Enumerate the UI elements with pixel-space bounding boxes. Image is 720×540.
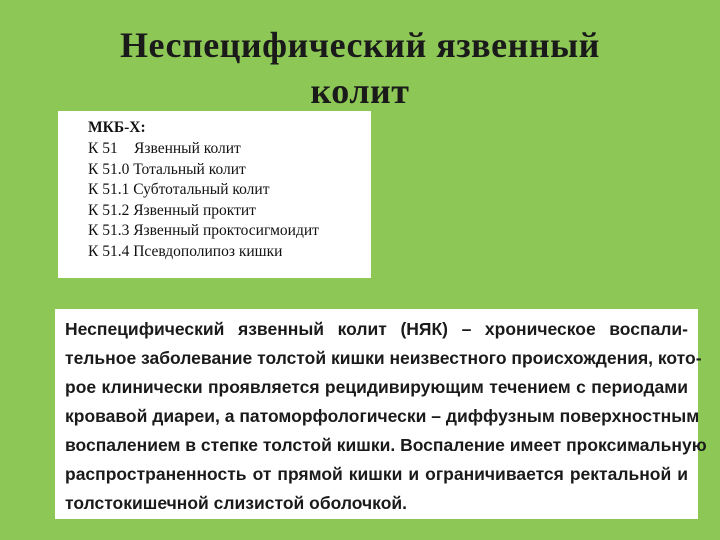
icd-classification-panel xyxy=(58,111,371,278)
icd-diagnosis-name: Язвенный проктосигмоидит xyxy=(133,222,319,239)
icd-diagnosis-name: Тотальный колит xyxy=(133,160,246,178)
icd-code-item xyxy=(88,160,371,181)
icd-heading: МКБ-Х: xyxy=(88,119,146,136)
definition-paragraph xyxy=(65,315,707,518)
icd-code-item xyxy=(88,180,371,201)
icd-code: К 51 xyxy=(88,140,118,157)
definition-line: распространенность от прямой кишки и ограничивается ректальной и xyxy=(65,464,688,484)
definition-line: рое клинически проявляется рецидивирующим течением с периодами xyxy=(65,377,688,397)
icd-code-item xyxy=(88,242,371,263)
icd-diagnosis-name: Псевдополипоз кишки xyxy=(133,242,283,260)
icd-diagnosis-name: Язвенный колит xyxy=(134,140,241,157)
icd-diagnosis-name: Язвенный проктит xyxy=(133,201,256,219)
icd-code: К 51.3 xyxy=(88,222,130,239)
icd-code: К 51.1 xyxy=(88,181,130,198)
icd-code: К 51.0 xyxy=(88,160,130,178)
definition-line: Неспецифический язвенный колит (НЯК) – хроническое воспали- xyxy=(65,319,688,339)
icd-diagnosis-name: Субтотальный колит xyxy=(133,181,270,198)
definition-line: кровавой диареи, а патоморфологически – диффузным поверхностным xyxy=(65,406,700,426)
slide-title-line-1: Неспецифический язвенный xyxy=(120,25,600,65)
icd-code-list xyxy=(88,139,371,262)
slide-title-line-2: колит xyxy=(310,71,410,111)
definition-line: воспалением в степке толстой кишки. Воспаление имеет проксимальную xyxy=(65,435,707,455)
icd-code-item xyxy=(88,201,371,222)
icd-code: К 51.4 xyxy=(88,242,130,260)
definition-line: толстокишечной слизистой оболочкой. xyxy=(65,493,408,513)
icd-code-item xyxy=(88,139,371,160)
slide-title xyxy=(0,22,720,114)
definition-panel xyxy=(55,309,707,519)
icd-code: К 51.2 xyxy=(88,201,130,219)
definition-line: тельное заболевание толстой кишки неизвестного происхождения, кото- xyxy=(65,348,702,368)
icd-code-item xyxy=(88,221,371,242)
